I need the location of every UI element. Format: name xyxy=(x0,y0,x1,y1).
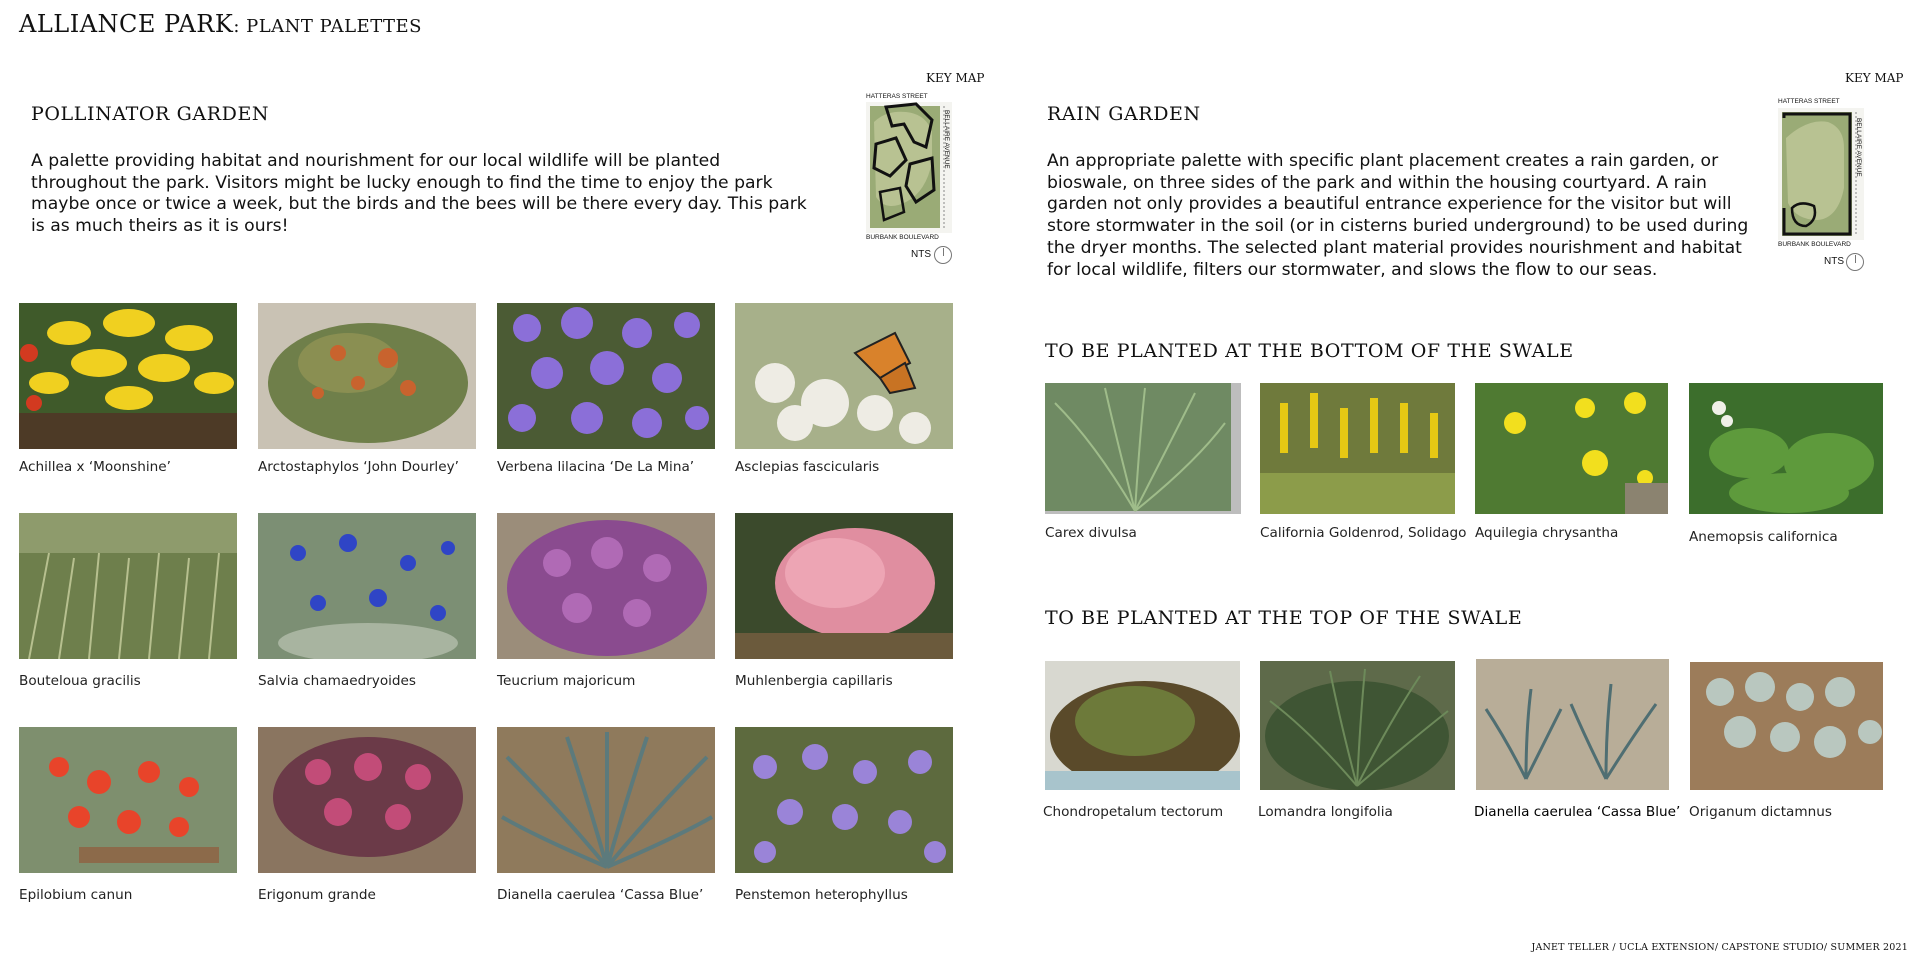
plant-caption: Epilobium canun xyxy=(19,887,133,903)
plant-caption: Erigonum grande xyxy=(258,887,376,903)
plant-photo-origanum xyxy=(1690,662,1883,790)
plant-photo-lomandra xyxy=(1260,661,1455,790)
plant-photo-solidago xyxy=(1260,383,1455,514)
plant-photo-achillea xyxy=(19,303,237,449)
pollinator-title: POLLINATOR GARDEN xyxy=(31,103,270,125)
rain-title: RAIN GARDEN xyxy=(1047,103,1201,125)
bottom-swale-title: TO BE PLANTED AT THE BOTTOM OF THE SWALE xyxy=(1045,340,1574,362)
plant-photo-carex xyxy=(1045,383,1241,514)
plant-caption: Chondropetalum tectorum xyxy=(1043,804,1224,820)
plant-photo-bouteloua xyxy=(19,513,237,659)
rain-description: An appropriate palette with specific plant placement creates a rain garden, or bioswale, on three sides of the park and within the housing courtyard. A rain garden not only provides a beautiful entrance experience for the visitor but will store stormwater in the soil (or in cisterns buried underground) to be used during the dryer months. The selected plant material provides nourishment and habitat for local wildlife, filters our stormwater, and slows the flow to our seas. xyxy=(1047,151,1749,280)
keymap-street-top: HATTERAS STREET xyxy=(1778,98,1840,105)
plant-photo-asclepias xyxy=(735,303,953,449)
north-arrow-icon xyxy=(934,246,952,264)
keymap-street-bottom: BURBANK BOULEVARD xyxy=(866,234,939,241)
nts-label: NTS xyxy=(1824,256,1844,267)
plant-caption: Anemopsis californica xyxy=(1689,529,1838,545)
plant-photo-epilobium xyxy=(19,727,237,873)
plant-caption: Salvia chamaedryoides xyxy=(258,673,416,689)
plant-photo-arctostaphylos xyxy=(258,303,476,449)
keymap-image xyxy=(1778,108,1864,240)
plant-photo-salvia xyxy=(258,513,476,659)
nts-label: NTS xyxy=(911,249,931,260)
keymap-image xyxy=(866,102,952,233)
keymap-street-side: BELLAIRE AVENUE xyxy=(1855,118,1862,177)
plant-photo-anemopsis xyxy=(1689,383,1883,514)
top-swale-title: TO BE PLANTED AT THE TOP OF THE SWALE xyxy=(1045,607,1523,629)
plant-caption: Arctostaphylos ‘John Dourley’ xyxy=(258,459,459,475)
plant-caption: Carex divulsa xyxy=(1045,525,1137,541)
plant-photo-aquilegia xyxy=(1475,383,1668,514)
plant-photo-chondropetalum xyxy=(1045,661,1240,790)
page-title-sub: : PLANT PALETTES xyxy=(233,16,423,37)
north-arrow-icon xyxy=(1846,253,1864,271)
keymap-label: KEY MAP xyxy=(1845,71,1904,85)
plant-photo-penstemon xyxy=(735,727,953,873)
plant-caption: Aquilegia chrysantha xyxy=(1475,525,1619,541)
plant-photo-dianella-cassa xyxy=(1476,659,1669,790)
footer-credit: JANET TELLER / UCLA EXTENSION/ CAPSTONE STUDIO/ SUMMER 2021 xyxy=(1531,942,1908,953)
keymap-street-side: BELLAIRE AVENUE xyxy=(943,110,950,169)
plant-caption: California Goldenrod, Solidago xyxy=(1260,525,1467,541)
plant-photo-erigonum xyxy=(258,727,476,873)
keymap-street-bottom: BURBANK BOULEVARD xyxy=(1778,241,1851,248)
page-title xyxy=(19,10,422,38)
plant-photo-teucrium xyxy=(497,513,715,659)
plant-caption: Lomandra longifolia xyxy=(1258,804,1393,820)
plant-photo-verbena xyxy=(497,303,715,449)
plant-photo-muhlenbergia xyxy=(735,513,953,659)
plant-caption: Asclepias fascicularis xyxy=(735,459,880,475)
plant-caption: Dianella caerulea ‘Cassa Blue’ xyxy=(1474,804,1681,820)
plant-caption: Teucrium majoricum xyxy=(497,673,636,689)
plant-caption: Muhlenbergia capillaris xyxy=(735,673,893,689)
plant-photo-dianella xyxy=(497,727,715,873)
plant-caption: Penstemon heterophyllus xyxy=(735,887,908,903)
page-title-main: ALLIANCE PARK xyxy=(19,10,234,38)
plant-caption: Dianella caerulea ‘Cassa Blue’ xyxy=(497,887,704,903)
keymap-label: KEY MAP xyxy=(926,71,985,85)
plant-caption: Verbena lilacina ‘De La Mina’ xyxy=(497,459,695,475)
plant-caption: Bouteloua gracilis xyxy=(19,673,141,689)
keymap-street-top: HATTERAS STREET xyxy=(866,93,928,100)
pollinator-description: A palette providing habitat and nourishment for our local wildlife will be planted throughout the park. Visitors might be lucky enough to find the time to enjoy the park maybe once or twice a week, but the birds and the bees will be there every day. This park is as much theirs as it is ours! xyxy=(31,151,807,237)
plant-caption: Achillea x ‘Moonshine’ xyxy=(19,459,171,475)
plant-caption: Origanum dictamnus xyxy=(1689,804,1832,820)
